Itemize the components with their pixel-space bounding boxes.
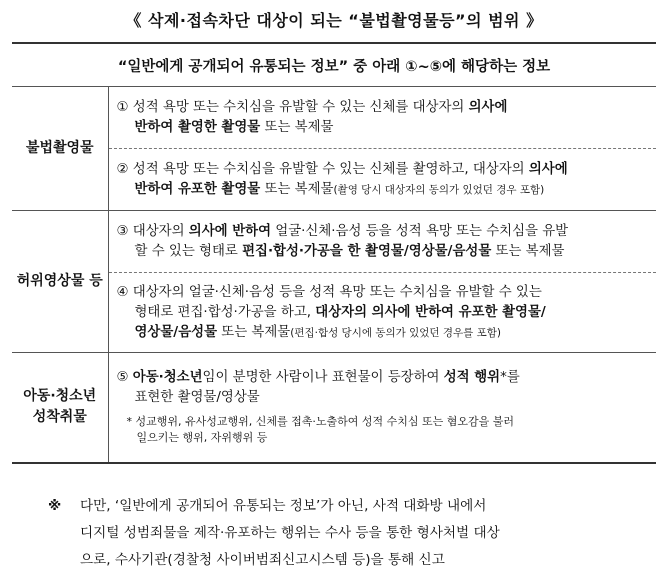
- note-block: [48, 493, 660, 574]
- item-2-text-2: 또는 복제물: [260, 181, 334, 197]
- item-4: [108, 273, 656, 353]
- category-fake-media: [12, 211, 108, 353]
- item-2: [108, 149, 656, 211]
- footnote-line-2: 일으키는 행위, 자위행위 등: [136, 431, 268, 445]
- item-5-emphasis-2: 성적 행위: [443, 370, 501, 386]
- item-5-text-3: 표현한 촬영물/영상물: [134, 390, 260, 406]
- item-3-text-3: 할 수 있는 형태로: [134, 243, 243, 259]
- item-1-emphasis-2: 반하여 촬영한 촬영물: [134, 119, 261, 135]
- item-4-emphasis: 대상자의 의사에 반하여 유포한 촬영물/: [315, 304, 546, 320]
- item-5-text-2: *를: [500, 370, 520, 386]
- item-3-emphasis: 의사에 반하여: [188, 223, 272, 239]
- item-5-number: ⑤: [116, 370, 133, 386]
- note-line-3: 으로, 수사기관(경찰청 사이버범죄신고시스템 등)을 통해 신고: [80, 552, 445, 568]
- item-2-text: ② 성적 욕망 또는 수치심을 유발할 수 있는 신체를 촬영하고, 대상자의: [116, 161, 529, 177]
- item-1-text: ① 성적 욕망 또는 수치심을 유발할 수 있는 신체를 대상자의: [116, 99, 469, 115]
- note-line-1: 다만, ‘일반에게 공개되어 유통되는 정보’가 아닌, 사적 대화방 내에서: [80, 498, 487, 514]
- item-2-emphasis-2: 반하여 유포한 촬영물: [134, 181, 261, 197]
- item-4-emphasis-2: 영상물/음성물: [134, 324, 218, 340]
- item-1: [108, 87, 656, 149]
- category-child-exploitation: [12, 353, 108, 463]
- note-line-2: 디지털 성범죄물을 제작·유포하는 행위는 수사 등을 통한 형사처벌 대상: [80, 525, 500, 541]
- category-label: 불법촬영물: [25, 140, 94, 156]
- item-4-text-3: 또는 복제물: [217, 324, 291, 340]
- item-5: [108, 353, 656, 463]
- item-5-footnote: [117, 414, 647, 446]
- item-3-text: ③ 대상자의: [116, 223, 189, 239]
- category-illegal-filming: [12, 87, 108, 211]
- scope-table: [12, 42, 656, 464]
- item-1-text-2: 또는 복제물: [260, 119, 334, 135]
- item-4-text-2: 형태로 편집·합성·가공을 하고,: [134, 304, 316, 320]
- item-3-text-2: 얼굴·신체·음성 등을 성적 욕망 또는 수치심을 유발: [271, 223, 569, 239]
- item-5-emphasis: 아동·청소년: [132, 370, 203, 386]
- item-2-emphasis: 의사에: [528, 161, 568, 177]
- item-3-emphasis-2: 편집·합성·가공을 한 촬영물/영상물/음성물: [242, 243, 492, 259]
- item-1-emphasis: 의사에: [468, 99, 508, 115]
- item-4-note: (편집·합성 당시에 동의가 있었던 경우를 포함): [290, 326, 502, 339]
- item-5-text: 임이 분명한 사람이나 표현물이 등장하여: [202, 370, 444, 386]
- item-3-text-4: 또는 복제물: [491, 243, 565, 259]
- item-4-text: ④ 대상자의 얼굴·신체·음성 등을 성적 욕망 또는 수치심을 유발할 수 있는: [116, 284, 542, 300]
- category-label-2: 성착취물: [32, 409, 87, 426]
- table-header: “일반에게 공개되어 유통되는 정보” 중 아래 ①~⑤에 해당하는 정보: [12, 43, 656, 87]
- item-3: [108, 211, 656, 273]
- footnote-line-1: * 성교행위, 유사성교행위, 신체를 접촉·노출하여 성적 수치심 또는 혐오감을 불러: [126, 415, 514, 429]
- category-label: 허위영상물 등: [16, 273, 103, 289]
- page-title: 《 삭제·접속차단 대상이 되는 “불법촬영물등”의 범위 》: [125, 11, 543, 30]
- category-label: 아동·청소년: [23, 388, 97, 405]
- note-mark: ※: [48, 498, 62, 514]
- item-2-note: (촬영 당시 대상자의 동의가 있었던 경우 포함): [333, 183, 545, 196]
